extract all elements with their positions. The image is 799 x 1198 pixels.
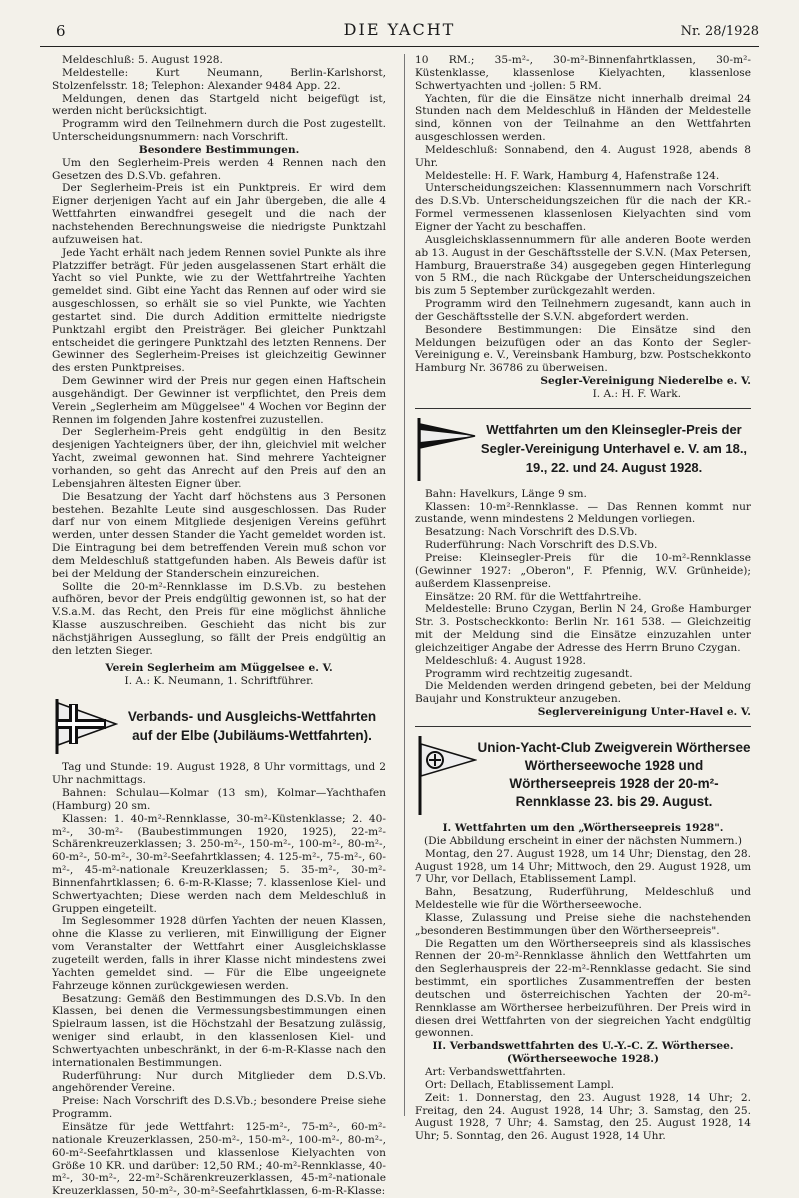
paragraph: Meldungen, denen das Startgeld nicht beigefügt ist, werden nicht berücksichtigt. <box>52 92 386 118</box>
race-type: Art: Verbandswettfahrten. <box>425 1066 566 1078</box>
paragraph: Klasse, Zulassung und Preise siehe die nachstehenden „besonderen Bestimmungen über den Wörtherseepreis". <box>415 911 751 937</box>
prizes: Preise: Kleinsegler-Preis für die 10-m²-Rennklasse (Gewinner 1927: „Oberon", F. Pfennig, W.V. Grünheide); außerdem Klassenpreise. <box>415 552 751 590</box>
issue-number: Nr. 28/1928 <box>680 24 759 39</box>
paragraph: Bahn, Besatzung, Ruderführung, Meldeschluß und Meldestelle wie für die Wörtherseewoche. <box>415 886 751 912</box>
paragraph: Der Seglerheim-Preis ist ein Punktpreis. Er wird dem Eigner derjenigen Yacht auf ein Jahr übergeben, die alle 4 Wettfahrten einwandfrei gesegelt und die nach der nachstehenden Berechnungsweise die niedrigste Punktzahl aufzuweisen hat. <box>52 182 386 246</box>
paragraph: Yachten, für die die Einsätze nicht innerhalb dreimal 24 Stunden nach dem Meldeschluß in Händen der Meldestelle sind, können von der Teilnahme an den Wettfahrten ausgeschlossen werden. <box>415 92 751 144</box>
paragraph: Sollte die 20-m²-Rennklasse im D.S.Vb. zu bestehen aufhören, bevor der Preis endgültig gewonnen ist, so hat der V.S.a.M. das Recht, den Preis für eine möglichst ähnliche Klasse auszuschreiben. Geschieht das nicht bis zur nächstjährigen Ausseglung, so fällt der Preis endgültig an den letzten Sieger. <box>52 580 386 657</box>
paragraph: Die Meldenden werden dringend gebeten, bei der Meldung Baujahr und Konstrukteur anzugeben. <box>415 680 751 706</box>
paragraph: Programm wird den Teilnehmern durch die Post zugestellt. Unterscheidungsnummern: nach Vorschrift. <box>52 118 386 144</box>
section-title: Verbands- und Ausgleichs-Wettfahrten auf der Elbe (Jubiläums-Wettfahrten). <box>127 709 377 744</box>
club-signature: Seglervereinigung Unter-Havel e. V. <box>537 706 751 719</box>
section-header-elbe <box>52 697 386 755</box>
section-header-unterhavel <box>415 416 751 482</box>
classes: Klassen: 1. 40-m²-Rennklasse, 30-m²-Küstenklasse; 2. 40-m²-, 30-m²- (Baubestimmungen 1920, 1925), 22-m²-Schärenkreuzerklassen; 3. 250-m²-, 150-m²-, 100-m²-, 80-m²-, 60-m²-, 50-m²-, 30-m²-Seefahrtklassen; 4. 125-m²-, 75-m²-, 60-m²-, 45-m²-nationale Kreuzerklassen; 5. 35-m²-, 30-m²-Binnenfahrtklassen; 6. 6-m-R-Klasse; 7. klassenlose Kiel- und Schwertyachten; Diese werden nach dem Meldeschluß in Gruppen eingeteilt. <box>52 812 386 915</box>
signatory: I. A.: H. F. Wark. <box>592 387 681 400</box>
page-number: 6 <box>56 22 66 40</box>
entry-fees: Einsätze: 20 RM. für die Wettfahrtreihe. <box>425 590 642 603</box>
registration-office: Meldestelle: Bruno Czygan, Berlin N 24, Große Hamburger Str. 3. Postscheckkonto: Berlin Nr. 161 538. — Gleichzeitig mit der Meldung sind die Einsätze einzuzahlen unter gleichzeitiger Angabe der Adresse des Herrn Bruno Czygan. <box>415 603 751 654</box>
subsection-heading: II. Verbandswettfahrten des U.-Y.-C. Z. Wörthersee. <box>432 1040 734 1053</box>
magazine-title: DIE YACHT <box>343 20 456 39</box>
crew: Besatzung: Nach Vorschrift des D.S.Vb. <box>425 526 638 539</box>
signatory: I. A.: K. Neumann, 1. Schriftführer. <box>124 674 314 687</box>
left-column <box>52 54 386 1198</box>
paragraph: Jede Yacht erhält nach jedem Rennen soviel Punkte als ihre Platzziffer beträgt. Für jeden ausgelassenen Start erhält die Yacht so viel Punkte, wie zu der Wettfahrtreihe Yachten gemeldet sind. Gibt eine Yacht das Rennen auf oder wird sie ausgeschlossen, so erhält sie so viel Punkte, wie Yachten gestartet sind. Die durch Addition ermittelte niedrigste Punktzahl ergibt den Preisträger. Bei gleicher Punktzahl entscheidet die geringere Punktzahl des letzten Rennens. Der Gewinner des Seglerheim-Preises ist gleichzeitig Gewinner des ersten Punktpreises. <box>52 246 386 375</box>
club-pennant-icon <box>52 697 118 755</box>
closing-date: Meldeschluß: 4. August 1928. <box>425 654 586 667</box>
paragraph: Ausgleichsklassennummern für alle anderen Boote werden ab 13. August in der Geschäftsstelle der S.V.N. (Max Petersen, Hamburg, Brauerstraße 34) ausgegeben gegen Hinterlegung von 5 RM., die nach Rückgabe der Unterscheidungszeichen bis zum 5 September zurückgezahlt werden. <box>415 233 751 298</box>
paragraph: Im Seglesommer 1928 dürfen Yachten der neuen Klassen, ohne die Klasse zu verlieren, mit Einwilligung der Eigner vom Veranstalter der Wettfahrt einer Ausgleichsklasse zugeteilt werden, falls in ihrer Klasse nicht mindestens zwei Yachten gemeldet sind. — Für die Elbe ungeeignete Fahrzeuge können zurückgewiesen werden. <box>52 915 386 992</box>
program: Programm wird rechtzeitig zugesandt. <box>425 667 633 680</box>
paragraph: Die Besatzung der Yacht darf höchstens aus 3 Personen bestehen. Bezahlte Leute sind ausgeschlossen. Das Ruder darf nur von einem Mitgliede desjenigen Vereins geführt werden, unter dessen Stander die Yacht gemeldet worden ist. Die Eintragung bei dem betreffenden Verein muß schon vor dem Meldeschluß stattgefunden haben. Als Beweis dafür ist bei der Meldung der Standerschein einzureichen. <box>52 490 386 580</box>
registration-office: Meldestelle: Kurt Neumann, Berlin-Karlshorst, Stolzenfelsstr. 18; Telephon: Alexander 9484 App. 22. <box>52 66 386 92</box>
divider <box>415 408 751 409</box>
club-pennant-icon <box>415 734 477 816</box>
section-header-woerthersee <box>415 734 751 816</box>
crew: Besatzung: Gemäß den Bestimmungen des D.S.Vb. In den Klassen, bei denen die Vermessungsbestimmungen einen Spielraum lassen, ist die Höchstzahl der Besatzung zulässig, weniger sind erlaubt, in den klassenlosen Kiel- und Schwertyachten unbeschränkt, in der 6-m-R-Klasse nach den internationalen Bestimmungen. <box>52 992 386 1069</box>
paragraph: Unterscheidungszeichen: Klassennummern nach Vorschrift des D.S.Vb. Unterscheidungszeichen für die nach der KR.-Formel vermessenen klassenlosen Kielyachten sind vom Eigner der Yacht zu beschaffen. <box>415 182 751 233</box>
club-signature: Verein Seglerheim am Müggelsee e. V. <box>105 661 333 674</box>
race-location: Ort: Dellach, Etablissement Lampl. <box>425 1078 614 1091</box>
closing-date: Meldeschluß: Sonnabend, den 4. August 1928, abends 8 Uhr. <box>415 143 751 169</box>
subsection-note: (Die Abbildung erscheint in einer der nächsten Nummern.) <box>424 834 742 847</box>
paragraph: Der Seglerheim-Preis geht endgültig in den Besitz desjenigen Yachteigners über, der ihn, gleichviel mit welcher Yacht, zweimal gewonnen hat. Sind mehrere Yachteigner vorhanden, so geht das Anrecht auf den Preis auf den an Lebensjahren ältesten Eigner über. <box>52 426 386 490</box>
paragraph: Um den Seglerheim-Preis werden 4 Rennen nach den Gesetzen des D.S.Vb. gefahren. <box>52 156 386 182</box>
paragraph: Programm wird den Teilnehmern zugesandt, kann auch in der Geschäftsstelle der S.V.N. abgefordert werden. <box>415 298 751 323</box>
special-rules-heading: Besondere Bestimmungen. <box>138 143 300 156</box>
subsection-heading: I. Wettfahrten um den „Wörtherseepreis 1928". <box>442 821 724 834</box>
club-pennant-icon <box>415 416 477 482</box>
courses: Bahnen: Schulau—Kolmar (13 sm), Kolmar—Yachthafen (Hamburg) 20 sm. <box>52 787 386 812</box>
section-title: Union-Yacht-Club Zweigverein Wörthersee Wörtherseewoche 1928 und Wörtherseepreis 1928 der 20-m²-Rennklasse 23. bis 29. August. <box>477 739 751 809</box>
divider <box>415 726 751 727</box>
paragraph: Montag, den 27. August 1928, um 14 Uhr; Dienstag, den 28. August 1928, um 14 Uhr; Mittwoch, den 29. August 1928, um 7 Uhr, vor Dellach, Etablissement Lampl. <box>415 847 751 886</box>
right-column <box>415 54 751 1143</box>
registration-office: Meldestelle: H. F. Wark, Hamburg 4, Hafenstraße 124. <box>425 169 720 182</box>
entry-fees: Einsätze für jede Wettfahrt: 125-m²-, 75-m²-, 60-m²-nationale Kreuzerklassen, 250-m²-, 150-m²-, 100-m²-, 80-m²-, 60-m²-Seefahrtklassen und klassenlose Kielyachten von Größe 10 KR. und darüber: 12,50 RM.; 40-m²-Rennklasse, 40-m²-, 30-m²-, 22-m²-Schärenkreuzerklassen, 45-m²-nationale Kreuzerklassen, 50-m²-, 30-m²-Seefahrtklassen, 6-m-R-Klasse: <box>52 1120 386 1198</box>
race-times: Zeit: 1. Donnerstag, den 23. August 1928, 14 Uhr; 2. Freitag, den 24. August 1928, 14 Uhr; 3. Samstag, den 25. August 1928, 7 Uhr; 4. Samstag, den 25. August 1928, 14 Uhr; 5. Sonntag, den 26. August 1928, 14 Uhr. <box>415 1091 751 1143</box>
closing-date: Meldeschluß: 5. August 1928. <box>62 54 223 66</box>
subsection-subtitle: (Wörtherseewoche 1928.) <box>506 1053 659 1066</box>
club-signature: Segler-Vereinigung Niederelbe e. V. <box>540 375 751 388</box>
paragraph: Besondere Bestimmungen: Die Einsätze sind den Meldungen beizufügen oder an das Konto der Segler-Vereinigung e. V., Vereinsbank Hamburg, bzw. Postschekkonto Hamburg Nr. 36786 zu überweisen. <box>415 323 751 375</box>
column-divider <box>404 54 405 1116</box>
date-and-time: Tag und Stunde: 19. August 1928, 8 Uhr vormittags, und 2 Uhr nachmittags. <box>52 761 386 787</box>
paragraph: Dem Gewinner wird der Preis nur gegen einen Haftschein ausgehändigt. Der Gewinner ist verpflichtet, den Preis dem Verein „Seglerheim am Müggelsee" 4 Wochen vor Beginn der Rennen im folgenden Jahre kostenfrei zuzustellen. <box>52 375 386 426</box>
helmsmanship: Ruderführung: Nach Vorschrift des D.S.Vb. <box>425 539 658 552</box>
paragraph: Die Regatten um den Wörtherseepreis sind als klassisches Rennen der 20-m²-Rennklasse ähnlich den Wettfahrten um den Seglerhauspreis der 22-m²-Rennklasse gedacht. Sie sind bestimmt, ein sportliches Zusammentreffen der besten deutschen und österreichischen Yachten der 20-m²-Rennklasse am Wörthersee herbeizuführen. Der Preis wird in diesen drei Wettfahrten von der siegreichen Yacht endgültig gewonnen. <box>415 937 751 1040</box>
paragraph: 10 RM.; 35-m²-, 30-m²-Binnenfahrtklassen, 30-m²-Küstenklasse, klassenlose Kielyachten, klassenlose Schwertyachten und -jollen: 5 RM. <box>415 54 751 92</box>
page-header <box>40 20 759 47</box>
prizes: Preise: Nach Vorschrift des D.S.Vb.; besondere Preise siehe Programm. <box>52 1095 386 1121</box>
section-title: Wettfahrten um den Kleinsegler-Preis der Segler-Vereinigung Unterhavel e. V. am 18., 19., 22. und 24. August 1928. <box>480 422 748 476</box>
helmsmanship: Ruderführung: Nur durch Mitglieder dem D.S.Vb. angehörender Vereine. <box>52 1069 386 1095</box>
classes: Klassen: 10-m²-Rennklasse. — Das Rennen kommt nur zustande, wenn mindestens 2 Meldungen vorliegen. <box>415 500 751 526</box>
course: Bahn: Havelkurs, Länge 9 sm. <box>425 487 587 500</box>
